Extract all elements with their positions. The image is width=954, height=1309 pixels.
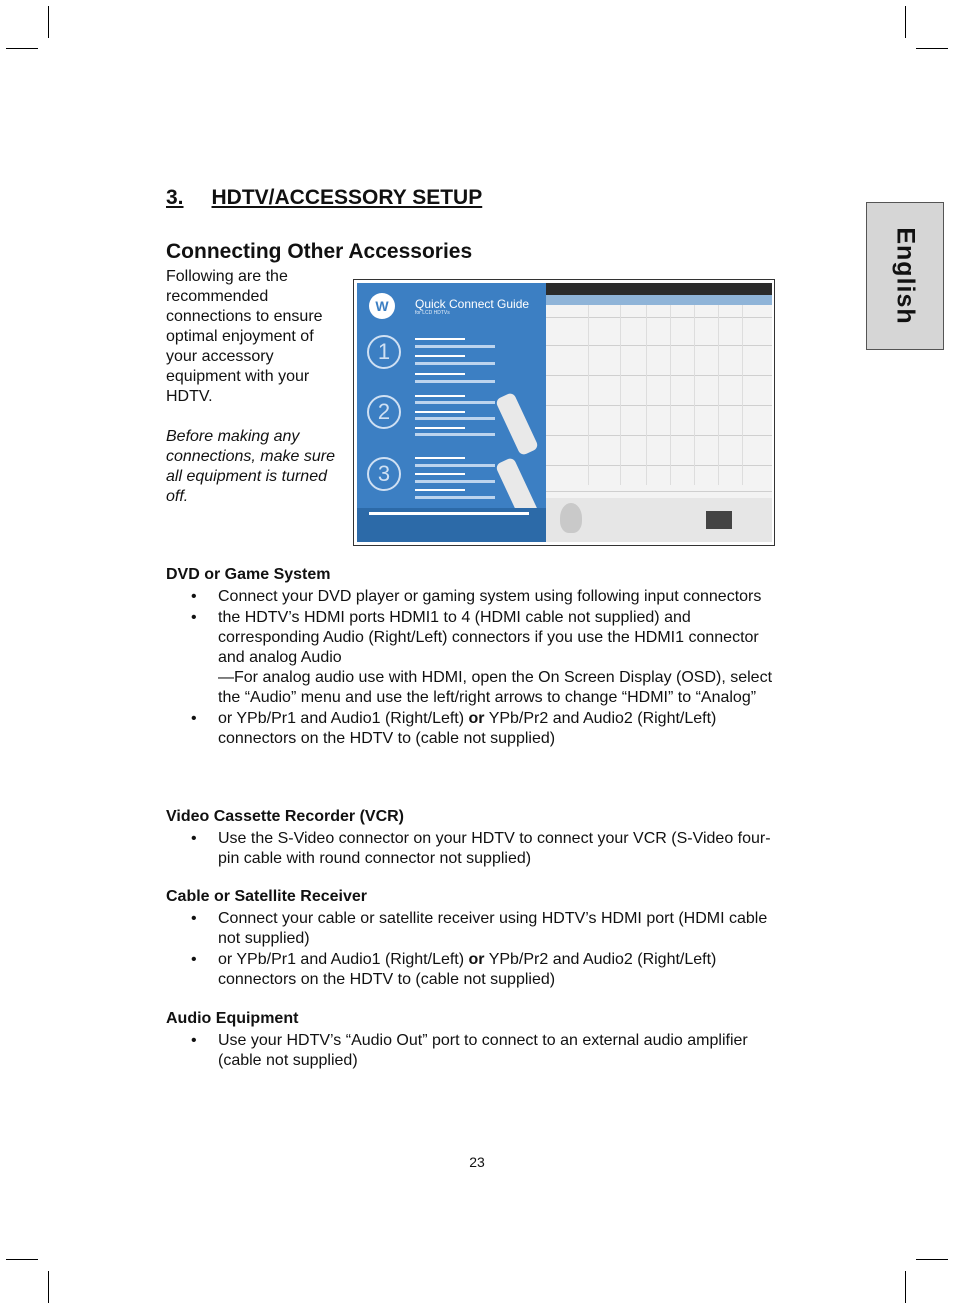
- section-heading: Audio Equipment: [166, 1010, 299, 1027]
- connection-reference-table: [546, 283, 772, 542]
- list-item-text: Connect your DVD player or gaming system using following input connectors: [218, 588, 762, 605]
- language-tab: [866, 202, 944, 350]
- reference-header: [546, 283, 772, 295]
- intro-text: [166, 267, 346, 527]
- section-number: 3.: [166, 186, 184, 209]
- list-item: [166, 709, 786, 749]
- guide-text-line: [415, 427, 465, 429]
- step-number: 2: [367, 395, 401, 429]
- guide-text-line: [415, 355, 465, 357]
- table-col-divider: [646, 305, 647, 485]
- table-row-divider: [546, 491, 772, 492]
- section-title: [166, 186, 482, 210]
- list-item-text: Connect your cable or satellite receiver using HDTV’s HDMI port (HDMI cable not supplied): [218, 910, 768, 947]
- reference-subheader: [546, 295, 772, 305]
- crop-mark: [905, 6, 906, 38]
- guide-text-line: [415, 362, 495, 365]
- guide-text-line: [415, 411, 465, 413]
- guide-text-line: [415, 395, 465, 397]
- intro-paragraph: Following are the recommended connections to ensure optimal enjoyment of your accessory equipment with your HDTV.: [166, 268, 323, 405]
- section-title-text: HDTV/ACCESSORY SETUP: [211, 186, 483, 209]
- or-text: or: [468, 710, 485, 727]
- table-col-divider: [718, 305, 719, 485]
- guide-subtitle: for LCD HDTVs: [415, 310, 450, 316]
- table-row-divider: [546, 465, 772, 466]
- step-number: 3: [367, 457, 401, 491]
- crop-mark: [916, 1259, 948, 1260]
- section-heading: DVD or Game System: [166, 566, 331, 583]
- crop-mark: [916, 48, 948, 49]
- guide-text-line: [415, 489, 465, 491]
- guide-text-line: [415, 373, 465, 375]
- guide-footer: [357, 508, 546, 542]
- remote-control-image: [495, 392, 539, 457]
- bullet-icon: •: [191, 588, 197, 605]
- or-text: or: [468, 951, 485, 968]
- dvd-bullet-list: [166, 587, 786, 750]
- support-agent-image: [560, 503, 582, 533]
- list-item: [166, 829, 786, 869]
- guide-text-line: [415, 457, 465, 459]
- crop-mark: [48, 1271, 49, 1303]
- bullet-icon: •: [191, 830, 197, 847]
- guide-text-line: [415, 480, 495, 483]
- list-item: [166, 608, 786, 708]
- crop-mark: [905, 1271, 906, 1303]
- guide-text-line: [415, 345, 495, 348]
- table-row-divider: [546, 435, 772, 436]
- list-item-note: —For analog audio use with HDMI, open the On Screen Display (OSD), select the “Audio” menu and use the left/right arrows to change “HDMI” to “Analog”: [218, 669, 773, 706]
- guide-text-line: [415, 401, 495, 404]
- list-item: [166, 1031, 786, 1071]
- table-col-divider: [670, 305, 671, 485]
- bullet-icon: •: [191, 1032, 197, 1049]
- table-row-divider: [546, 317, 772, 318]
- bullet-icon: •: [191, 951, 197, 968]
- laptop-image: [706, 511, 732, 529]
- section-heading: Cable or Satellite Receiver: [166, 888, 367, 905]
- list-item: [166, 950, 786, 990]
- table-col-divider: [620, 305, 621, 485]
- section-heading: Video Cassette Recorder (VCR): [166, 808, 404, 825]
- list-item: [166, 909, 786, 949]
- guide-footer-line: [369, 512, 529, 515]
- table-row-divider: [546, 405, 772, 406]
- table-col-divider: [694, 305, 695, 485]
- list-item-text: Use your HDTV’s “Audio Out” port to connect to an external audio amplifier (cable not supplied): [218, 1032, 748, 1069]
- guide-text-line: [415, 473, 465, 475]
- crop-mark: [48, 6, 49, 38]
- list-item-text: the HDTV’s HDMI ports HDMI1 to 4 (HDMI cable not supplied) and corresponding Audio (Right/Left) connectors if you use the HDMI1 connector and analog Audio: [218, 609, 759, 666]
- audio-bullet-list: [166, 1031, 786, 1072]
- cable-bullet-list: [166, 909, 786, 991]
- table-row-divider: [546, 375, 772, 376]
- guide-text-line: [415, 496, 495, 499]
- table-col-divider: [742, 305, 743, 485]
- list-item-text: YPb/Pr2 and Audio2 (Right/Left) connectors on the HDTV to (cable not supplied): [218, 951, 717, 988]
- list-item: [166, 587, 786, 607]
- list-item-text: YPb/Pr2 and Audio2 (Right/Left) connectors on the HDTV to (cable not supplied): [218, 710, 717, 747]
- list-item-text: or YPb/Pr1 and Audio1 (Right/Left): [218, 951, 469, 968]
- guide-text-line: [415, 464, 495, 467]
- table-row-divider: [546, 345, 772, 346]
- intro-note: Before making any connections, make sure all equipment is turned off.: [166, 428, 335, 505]
- bullet-icon: •: [191, 609, 197, 626]
- crop-mark: [6, 1259, 38, 1260]
- brand-logo: W: [369, 293, 395, 319]
- step-number: 1: [367, 335, 401, 369]
- guide-text-line: [415, 433, 495, 436]
- table-col-divider: [588, 305, 589, 485]
- vcr-bullet-list: [166, 829, 786, 870]
- guide-text-line: [415, 380, 495, 383]
- bullet-icon: •: [191, 710, 197, 727]
- guide-text-line: [415, 417, 495, 420]
- subsection-title: Connecting Other Accessories: [166, 240, 473, 263]
- language-tab-label: English: [891, 227, 920, 325]
- guide-title: Quick Connect Guide: [415, 297, 530, 311]
- crop-mark: [6, 48, 38, 49]
- list-item-text: Use the S-Video connector on your HDTV to connect your VCR (S-Video four-pin cable with round connector not supplied): [218, 830, 771, 867]
- guide-left-panel: [357, 283, 546, 542]
- bullet-icon: •: [191, 910, 197, 927]
- quick-connect-guide-image: [353, 279, 775, 546]
- list-item-text: or YPb/Pr1 and Audio1 (Right/Left): [218, 710, 469, 727]
- page-number: 23: [469, 1154, 485, 1170]
- guide-text-line: [415, 338, 465, 340]
